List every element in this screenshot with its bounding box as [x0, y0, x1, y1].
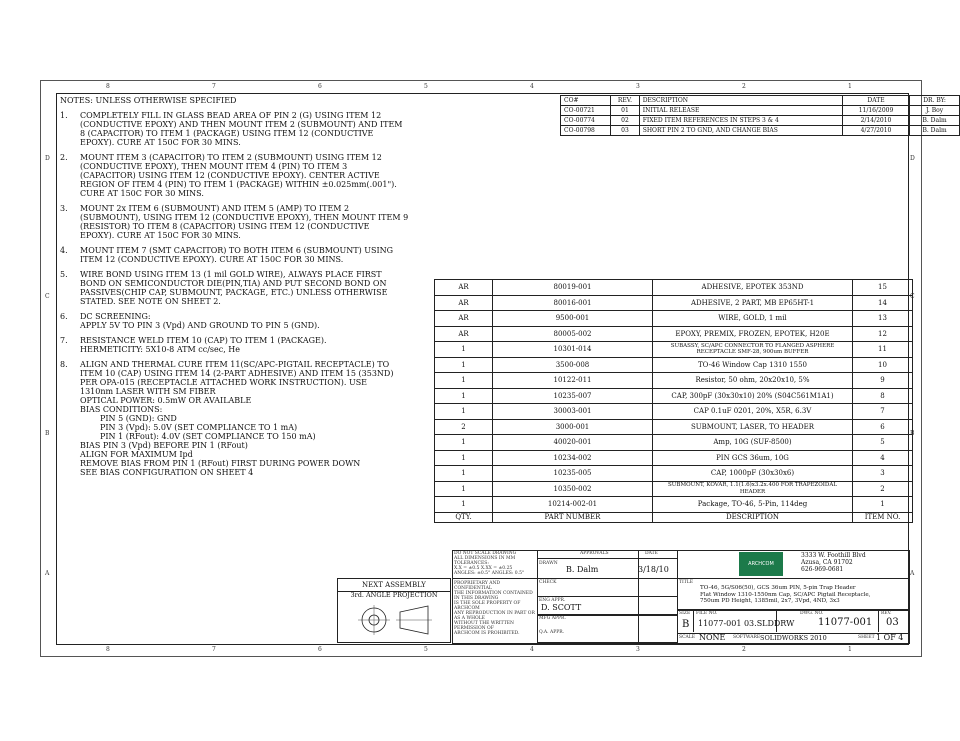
zone-label-bottom: 4 [530, 646, 534, 653]
software-value: SOLIDWORKS 2010 [760, 634, 827, 642]
note-line: DC SCREENING: [80, 312, 151, 321]
tolerance-line: TOLERANCES: [454, 561, 489, 566]
note-line: PASSIVES(CHIP CAP, SUBMOUNT, PACKAGE, ETC.) UNLESS OTHERWISE [80, 288, 388, 297]
mfg-approval-label: MFG APPR. [539, 616, 566, 621]
bom-qty: 1 [435, 388, 493, 404]
note-line: EPOXY). CURE AT 150C FOR 30 MINS. [80, 231, 241, 240]
note-line: EPOXY). CURE AT 150C FOR 30 MINS. [80, 138, 241, 147]
revision-cell: DESCRIPTION [639, 96, 842, 106]
bom-item-no: 14 [853, 295, 913, 311]
file-number-label: FILE NO. [696, 611, 718, 616]
bom-part-number: 9500-001 [493, 311, 653, 327]
drawn-date: 3/18/10 [638, 565, 669, 574]
note-line: STATED. SEE NOTE ON SHEET 2. [80, 297, 221, 306]
drawing-title [700, 585, 870, 605]
zone-label-bottom: 7 [212, 646, 216, 653]
zone-label-bottom: 1 [848, 646, 852, 653]
note-text [80, 204, 430, 240]
bom-description: Package, TO-46, 5-Pin, 114deg [653, 497, 853, 513]
note-number: 2. [60, 153, 68, 162]
bom-description: EPOXY, PREMIX, FROZEN, EPOTEK, H20E [653, 326, 853, 342]
note-line: BOND ON SEMICONDUCTOR DIE(PIN,TIA) AND PUT SECOND BOND ON [80, 279, 387, 288]
bom-part-number: 80016-001 [493, 295, 653, 311]
third-angle-projection-icon [338, 600, 448, 640]
bom-item-no: 13 [853, 311, 913, 327]
bom-qty: AR [435, 295, 493, 311]
bom-header-cell: ITEM NO. [853, 512, 913, 522]
title-line: 750um PD Height, 1385mil, 2x7, 3Vpd, 4ND, 3x3 [700, 598, 840, 604]
revision-cell: 2/14/2010 [842, 116, 909, 126]
bom-header-cell: QTY. [435, 512, 493, 522]
bom-row [435, 404, 913, 420]
zone-label-left: B [45, 430, 50, 437]
note-line: MOUNT 2x ITEM 6 (SUBMOUNT) AND ITEM 5 (AMP) TO ITEM 2 [80, 204, 350, 213]
address-line: 626-969-0681 [801, 566, 844, 573]
bom-row [435, 280, 913, 296]
assembly-notes [60, 96, 430, 477]
revision-cell: 02 [611, 116, 640, 126]
revision-cell: 03 [611, 126, 640, 136]
bom-qty: 1 [435, 404, 493, 420]
bom-description: ADHESIVE, EPOTEK 353ND [653, 280, 853, 296]
notes-title: NOTES: UNLESS OTHERWISE SPECIFIED [60, 96, 237, 105]
bom-part-number: 10301-014 [493, 342, 653, 358]
bom-description: ADHESIVE, 2 PART, MB EP65HT-1 [653, 295, 853, 311]
bom-item-no: 7 [853, 404, 913, 420]
bom-item-no: 5 [853, 435, 913, 451]
zone-label-bottom: 6 [318, 646, 322, 653]
bom-item-no: 10 [853, 357, 913, 373]
note-text [80, 153, 430, 198]
bom-row [435, 481, 913, 497]
note-line: ALIGN FOR MAXIMUM Ipd [80, 450, 193, 459]
address-line: 3333 W. Foothill Blvd [801, 552, 866, 559]
bom-description: TO-46 Window Cap 1310 1550 [653, 357, 853, 373]
note-line: (CONDUCTIVE EPOXY) AND THEN MOUNT ITEM 2 (SUBMOUNT) AND ITEM [80, 120, 403, 129]
revision-cell: CO# [561, 96, 611, 106]
note-item [60, 312, 430, 330]
bom-item-no: 12 [853, 326, 913, 342]
note-line: BIAS CONDITIONS: [80, 405, 163, 414]
tolerance-line: ANGLES: ±0.5° ANGLES: 0.5° [454, 571, 525, 576]
bom-part-number: 10214-002-01 [493, 497, 653, 513]
note-number: 7. [60, 336, 68, 345]
zone-label-right: A [910, 570, 915, 577]
bom-qty: 1 [435, 373, 493, 389]
next-assembly-label: NEXT ASSEMBLY [362, 581, 426, 589]
zone-label-bottom: 8 [106, 646, 110, 653]
note-text [80, 336, 430, 354]
bom-item-no: 3 [853, 466, 913, 482]
bom-part-number: 40020-001 [493, 435, 653, 451]
note-line: (CAPACITOR) USING ITEM 12 (CONDUCTIVE EPOXY). CENTER ACTIVE [80, 171, 380, 180]
rev-label: REV. [881, 611, 892, 616]
bom-part-number: 3500-008 [493, 357, 653, 373]
note-line: REGION OF ITEM 4 (PIN) TO ITEM 1 (PACKAGE) WITHIN ±0.025mm(.001"). [80, 180, 397, 189]
zone-label-top: 6 [318, 83, 322, 90]
revision-cell: CO-00774 [561, 116, 611, 126]
revision-cell: REV. [611, 96, 640, 106]
note-line: (RESISTOR) TO ITEM 8 (CAPACITOR) USING ITEM 12 (CONDUCTIVE [80, 222, 370, 231]
bill-of-materials [434, 279, 913, 523]
bom-description: Resistor, 50 ohm, 20x20x10, 5% [653, 373, 853, 389]
note-line: PIN 3 (Vpd): 5.0V (SET COMPLIANCE TO 1 mA) [100, 423, 298, 432]
revision-cell: J. Boy [910, 106, 960, 116]
bias-instructions [60, 441, 430, 477]
zone-label-right: B [910, 430, 915, 437]
revision-row [561, 126, 960, 136]
rev-value: 03 [886, 617, 899, 628]
note-line: PIN 1 (RFout): 4.0V (SET COMPLIANCE TO 150 mA) [100, 432, 316, 441]
revision-cell: B. Dalm [910, 126, 960, 136]
bom-row [435, 326, 913, 342]
note-line: COMPLETELY FILL IN GLASS BEAD AREA OF PIN 2 (G) USING ITEM 12 [80, 111, 382, 120]
zone-label-bottom: 2 [742, 646, 746, 653]
bom-item-no: 6 [853, 419, 913, 435]
note-line: MOUNT ITEM 7 (SMT CAPACITOR) TO BOTH ITEM 6 (SUBMOUNT) USING [80, 246, 394, 255]
revision-table [560, 95, 960, 136]
zone-label-left: C [45, 293, 50, 300]
note-item [60, 336, 430, 354]
note-text [80, 312, 430, 330]
note-line: SEE BIAS CONFIGURATION ON SHEET 4 [80, 468, 254, 477]
zone-label-top: 4 [530, 83, 534, 90]
title-label: TITLE [679, 580, 694, 585]
note-number: 6. [60, 312, 68, 321]
bom-part-number: 10235-007 [493, 388, 653, 404]
scale-label: SCALE [679, 635, 696, 640]
bom-part-number: 80019-001 [493, 280, 653, 296]
bom-qty: 1 [435, 435, 493, 451]
bom-part-number: 80005-002 [493, 326, 653, 342]
notes-list [60, 111, 430, 414]
zone-label-right: D [910, 155, 915, 162]
zone-label-left: D [45, 155, 50, 162]
bom-part-number: 10122-011 [493, 373, 653, 389]
note-line: ALIGN AND THERMAL CURE ITEM 11(SC/APC-PIGTAIL RECEPTACLE) TO [80, 360, 390, 369]
note-item [60, 204, 430, 240]
note-line: MOUNT ITEM 3 (CAPACITOR) TO ITEM 2 (SUBMOUNT) USING ITEM 12 [80, 153, 382, 162]
note-line: 1310nm LASER WITH SM FIBER [80, 387, 216, 396]
note-number: 4. [60, 246, 68, 255]
bom-description: WIRE, GOLD, 1 mil [653, 311, 853, 327]
date-label: DATE [645, 551, 658, 556]
revision-cell: 11/16/2009 [842, 106, 909, 116]
eng-approver: D. SCOTT [541, 603, 582, 612]
proprietary-line: ANY REPRODUCTION IN PART OR AS A WHOLE [454, 611, 535, 621]
note-line: 8 (CAPACITOR) TO ITEM 1 (PACKAGE) USING ITEM 12 (CONDUCTIVE [80, 129, 374, 138]
note-number: 3. [60, 204, 68, 213]
note-line: APPLY 5V TO PIN 3 (Vpd) AND GROUND TO PIN 5 (GND). [80, 321, 320, 330]
size-value: B [682, 619, 690, 630]
revision-cell: CO-00798 [561, 126, 611, 136]
check-label: CHECK [539, 580, 557, 585]
bom-qty: 2 [435, 419, 493, 435]
note-item [60, 270, 430, 306]
projection-label: 3rd. ANGLE PROJECTION [350, 591, 438, 599]
note-line: RESISTANCE WELD ITEM 10 (CAP) TO ITEM 1 (PACKAGE). [80, 336, 327, 345]
note-line: HERMETICITY: 5X10-8 ATM cc/sec, He [80, 345, 240, 354]
tolerance-line: X.X = ±0.5 X.XX = ±0.25 [454, 566, 513, 571]
bom-row [435, 466, 913, 482]
bom-description: Amp, 10G (SUF-8500) [653, 435, 853, 451]
revision-row [561, 116, 960, 126]
note-line: (CONDUCTIVE EPOXY), THEN MOUNT ITEM 4 (PIN) TO ITEM 3 [80, 162, 348, 171]
bom-item-no: 1 [853, 497, 913, 513]
note-item [60, 360, 430, 414]
revision-cell: 4/27/2010 [842, 126, 909, 136]
note-text [80, 360, 430, 414]
zone-label-top: 1 [848, 83, 852, 90]
bom-row [435, 435, 913, 451]
note-number: 8. [60, 360, 68, 369]
bom-row [435, 497, 913, 513]
bom-qty: AR [435, 311, 493, 327]
bom-description: SUBMOUNT, LASER, TO HEADER [653, 419, 853, 435]
note-line: PER OPA-015 (RECEPTACLE ATTACHED WORK INSTRUCTION). USE [80, 378, 368, 387]
revision-cell: B. Dalm [910, 116, 960, 126]
bias-conditions [60, 414, 430, 441]
bom-item-no: 15 [853, 280, 913, 296]
note-text [80, 246, 430, 264]
bom-header-cell: DESCRIPTION [653, 512, 853, 522]
bom-qty: AR [435, 326, 493, 342]
revision-cell: INITIAL RELEASE [639, 106, 842, 116]
bom-row [435, 295, 913, 311]
note-line: CURE AT 150C FOR 30 MINS. [80, 189, 204, 198]
archcom-logo: ARCHCOM [739, 552, 783, 576]
proprietary-line: THE INFORMATION CONTAINED IN THIS DRAWING [454, 591, 533, 601]
company-address [801, 552, 866, 573]
bom-header-cell: PART NUMBER [493, 512, 653, 522]
revision-cell: DR. BY: [910, 96, 960, 106]
bom-row [435, 419, 913, 435]
note-text [80, 111, 430, 147]
address-line: Azusa, CA 91702 [801, 559, 853, 566]
qa-approval-label: Q.A. APPR. [539, 630, 565, 635]
software-label: SOFTWARE [733, 635, 761, 640]
bom-part-number: 10235-005 [493, 466, 653, 482]
revision-row [561, 106, 960, 116]
scale-value: NONE [699, 633, 726, 642]
bom-description: CAP 0.1uF 0201, 20%, X5R, 6.3V [653, 404, 853, 420]
revision-cell: FIXED ITEM REFERENCES IN STEPS 3 & 4 [639, 116, 842, 126]
bom-description: PIN GCS 36um, 10G [653, 450, 853, 466]
bom-qty: 1 [435, 481, 493, 497]
bom-item-no: 2 [853, 481, 913, 497]
bom-part-number: 10350-002 [493, 481, 653, 497]
eng-approval-label: ENG APPR. [539, 598, 566, 603]
revision-cell: SHORT PIN 2 TO GND, AND CHANGE BIAS [639, 126, 842, 136]
bom-part-number: 30003-001 [493, 404, 653, 420]
zone-label-top: 2 [742, 83, 746, 90]
zone-label-top: 5 [424, 83, 428, 90]
approvals-label: APPROVALS [580, 551, 609, 556]
revision-header [561, 96, 960, 106]
tolerance-line: ALL DIMENSIONS IN MM [454, 556, 516, 561]
note-line: REMOVE BIAS FROM PIN 1 (RFout) FIRST DURING POWER DOWN [80, 459, 361, 468]
bom-description: CAP, 300pF (30x30x10) 20% (S04C561M1A1) [653, 388, 853, 404]
note-line: PIN 5 (GND): GND [100, 414, 177, 423]
zone-label-bottom: 3 [636, 646, 640, 653]
sheet-label: SHEET [858, 635, 875, 640]
zone-label-right: C [910, 293, 915, 300]
bom-part-number: 10234-002 [493, 450, 653, 466]
projection-box [337, 590, 451, 643]
bom-row [435, 342, 913, 358]
bom-description: SUBASSY, SC/APC CONNECTOR TO FLANGED ASPHERE RECEPTACLE SMF-28, 900um BUFFER [653, 342, 853, 358]
zone-label-bottom: 5 [424, 646, 428, 653]
sheet-value: 1 OF 4 [876, 633, 904, 642]
bom-row [435, 311, 913, 327]
title-line: TO-46, 5G/S06(50), GCS 36um PIN, 5-pin Trap Header [700, 585, 856, 591]
bom-row [435, 373, 913, 389]
tolerance-block [452, 550, 538, 579]
bom-qty: 1 [435, 450, 493, 466]
bom-qty: 1 [435, 466, 493, 482]
bom-description: SUBMOUNT, KOVAR, 1.1(1.6)x3.2x.400 FOR TRAPEZOIDAL HEADER [653, 481, 853, 497]
tolerance-line: DO NOT SCALE DRAWING [454, 551, 517, 556]
revision-cell: 01 [611, 106, 640, 116]
bom-item-no: 4 [853, 450, 913, 466]
bom-item-no: 11 [853, 342, 913, 358]
bom-description: CAP, 1000pF (30x30x6) [653, 466, 853, 482]
zone-label-top: 8 [106, 83, 110, 90]
note-line: ITEM 12 (CONDUCTIVE EPOXY). CURE AT 150C FOR 30 MINS. [80, 255, 344, 264]
drawn-label: DRAWN [539, 561, 558, 566]
dwg-number: 11077-001 [818, 617, 873, 628]
bom-qty: 1 [435, 357, 493, 373]
revision-cell: CO-00721 [561, 106, 611, 116]
proprietary-line: ARCHCOM IS PROHIBITED. [454, 631, 520, 636]
bom-item-no: 9 [853, 373, 913, 389]
proprietary-line: WITHOUT THE WRITTEN PERMISSION OF [454, 621, 514, 631]
title-line: Flat Window 1310-1550nm Cap, SC/APC Pigtail Receptacle, [700, 591, 871, 598]
file-number: 11077-001 03.SLDDRW [698, 619, 795, 628]
bom-item-no: 8 [853, 388, 913, 404]
zone-label-top: 7 [212, 83, 216, 90]
note-number: 5. [60, 270, 68, 279]
bom-row [435, 450, 913, 466]
bom-qty: 1 [435, 342, 493, 358]
bom-header [435, 512, 913, 522]
note-item [60, 153, 430, 198]
note-line: WIRE BOND USING ITEM 13 (1 mil GOLD WIRE), ALWAYS PLACE FIRST [80, 270, 382, 279]
dwg-number-label: DWG. NO. [800, 611, 824, 616]
zone-label-left: A [45, 570, 50, 577]
note-line: OPTICAL POWER: 0.5mW OR AVAILABLE [80, 396, 252, 405]
bom-row [435, 388, 913, 404]
proprietary-block [452, 578, 538, 643]
size-label: SIZE [679, 611, 691, 616]
note-item [60, 111, 430, 147]
bom-qty: AR [435, 280, 493, 296]
note-line: ITEM 10 (CAP) USING ITEM 14 (2-PART ADHESIVE) AND ITEM 15 (353ND) [80, 369, 394, 378]
proprietary-line: IS THE SOLE PROPERTY OF ARCHCOM [454, 601, 521, 611]
note-line: (SUBMOUNT), USING ITEM 12 (CONDUCTIVE EPOXY), THEN MOUNT ITEM 9 [80, 213, 409, 222]
note-line: BIAS PIN 3 (Vpd) BEFORE PIN 1 (RFout) [80, 441, 248, 450]
revision-cell: DATE [842, 96, 909, 106]
bom-row [435, 357, 913, 373]
bom-part-number: 3000-001 [493, 419, 653, 435]
drawn-by: B. Dalm [566, 565, 599, 574]
note-item [60, 246, 430, 264]
bom-qty: 1 [435, 497, 493, 513]
proprietary-line: PROPRIETARY AND CONFIDENTIAL [454, 581, 501, 591]
note-text [80, 270, 430, 306]
note-number: 1. [60, 111, 68, 120]
zone-label-top: 3 [636, 83, 640, 90]
